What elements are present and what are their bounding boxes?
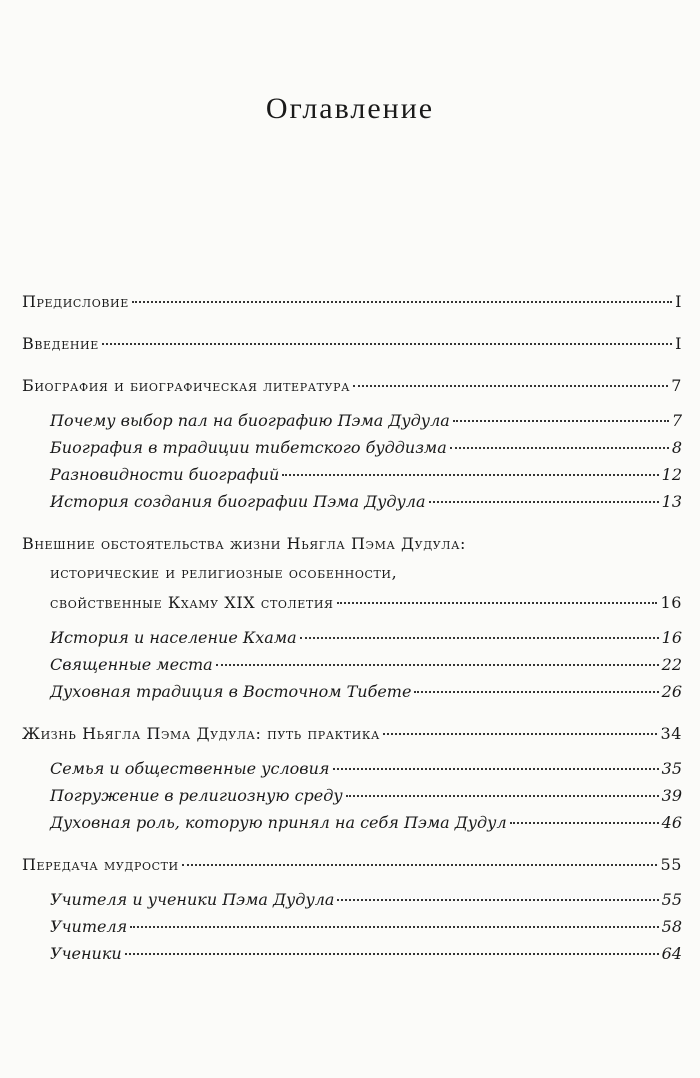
toc-page: 16 [661, 628, 682, 647]
toc-label: Биография и биографическая литература [22, 376, 351, 395]
toc-page: 7 [671, 411, 682, 430]
toc-entry-chapter-1[interactable] [22, 376, 682, 401]
toc-label: Введение [22, 334, 99, 353]
toc-label-line: Внешние обстоятельства жизни Ньягла Пэма Дудула: [22, 534, 467, 553]
toc-label: Духовная роль, которую принял на себя Пэма Дудул [50, 813, 507, 832]
toc-page: 55 [661, 890, 682, 909]
dot-leader [337, 899, 658, 901]
toc-entry-preface[interactable] [22, 292, 682, 317]
dot-leader [414, 691, 658, 693]
dot-leader [429, 501, 659, 503]
toc-entry-section[interactable] [50, 492, 682, 517]
dot-leader [216, 664, 659, 666]
toc-label: Жизнь Ньягла Пэма Дудула: путь практика [22, 724, 380, 743]
dot-leader [337, 602, 658, 604]
toc-page: 7 [671, 376, 682, 395]
toc-page: 22 [661, 655, 682, 674]
toc-label: Духовная традиция в Восточном Тибете [50, 682, 412, 701]
dot-leader [182, 864, 658, 866]
toc-page: 16 [660, 593, 682, 612]
table-of-contents [22, 292, 682, 969]
toc-entry-section[interactable] [50, 917, 682, 942]
toc-page: 39 [661, 786, 682, 805]
toc-entry-chapter-2[interactable] [22, 534, 682, 618]
toc-entry-chapter-3[interactable] [22, 724, 682, 749]
toc-page: 58 [661, 917, 682, 936]
toc-page: 64 [661, 944, 682, 963]
toc-page: 46 [661, 813, 682, 832]
dot-leader [346, 795, 659, 797]
toc-entry-section[interactable] [50, 411, 682, 436]
dot-leader [453, 420, 669, 422]
dot-leader [450, 447, 669, 449]
toc-page: 12 [661, 465, 682, 484]
dot-leader [125, 953, 659, 955]
toc-label: свойственные Кхаму XIX столетия [50, 593, 334, 612]
dot-leader [333, 768, 659, 770]
toc-label: Разновидности биографий [50, 465, 280, 484]
toc-page: 26 [661, 682, 682, 701]
dot-leader [102, 343, 672, 345]
toc-label: Учителя [50, 917, 128, 936]
toc-page: 55 [660, 855, 682, 874]
toc-page: 8 [671, 438, 682, 457]
toc-page: 13 [661, 492, 682, 511]
dot-leader [130, 926, 658, 928]
toc-label: Учителя и ученики Пэма Дудула [50, 890, 335, 909]
toc-entry-section[interactable] [50, 890, 682, 915]
toc-label: Передача мудрости [22, 855, 179, 874]
toc-label-line: исторические и религиозные особенности, [50, 563, 398, 582]
toc-page: I [675, 292, 682, 311]
dot-leader [300, 637, 659, 639]
toc-page: 34 [660, 724, 682, 743]
dot-leader [132, 301, 672, 303]
toc-label: Предисловие [22, 292, 129, 311]
toc-entry-section[interactable] [50, 786, 682, 811]
toc-page: 35 [661, 759, 682, 778]
toc-entry-introduction[interactable] [22, 334, 682, 359]
toc-page: I [675, 334, 682, 353]
toc-label: Семья и общественные условия [50, 759, 330, 778]
dot-leader [510, 822, 659, 824]
toc-label: Почему выбор пал на биографию Пэма Дудула [50, 411, 450, 430]
toc-entry-section[interactable] [50, 438, 682, 463]
toc-label: История и население Кхама [50, 628, 297, 647]
toc-entry-section[interactable] [50, 813, 682, 838]
toc-entry-chapter-4[interactable] [22, 855, 682, 880]
dot-leader [353, 385, 668, 387]
toc-entry-section[interactable] [50, 944, 682, 969]
dot-leader [282, 474, 658, 476]
toc-label: Погружение в религиозную среду [50, 786, 343, 805]
toc-label: История создания биографии Пэма Дудула [50, 492, 426, 511]
page-title: Оглавление [265, 92, 435, 126]
toc-entry-section[interactable] [50, 628, 682, 653]
toc-entry-section[interactable] [50, 465, 682, 490]
toc-entry-section[interactable] [50, 682, 682, 707]
toc-label: Биография в традиции тибетского буддизма [50, 438, 447, 457]
toc-entry-section[interactable] [50, 759, 682, 784]
toc-label: Священные места [50, 655, 213, 674]
toc-entry-section[interactable] [50, 655, 682, 680]
toc-label: Ученики [50, 944, 122, 963]
dot-leader [383, 733, 658, 735]
